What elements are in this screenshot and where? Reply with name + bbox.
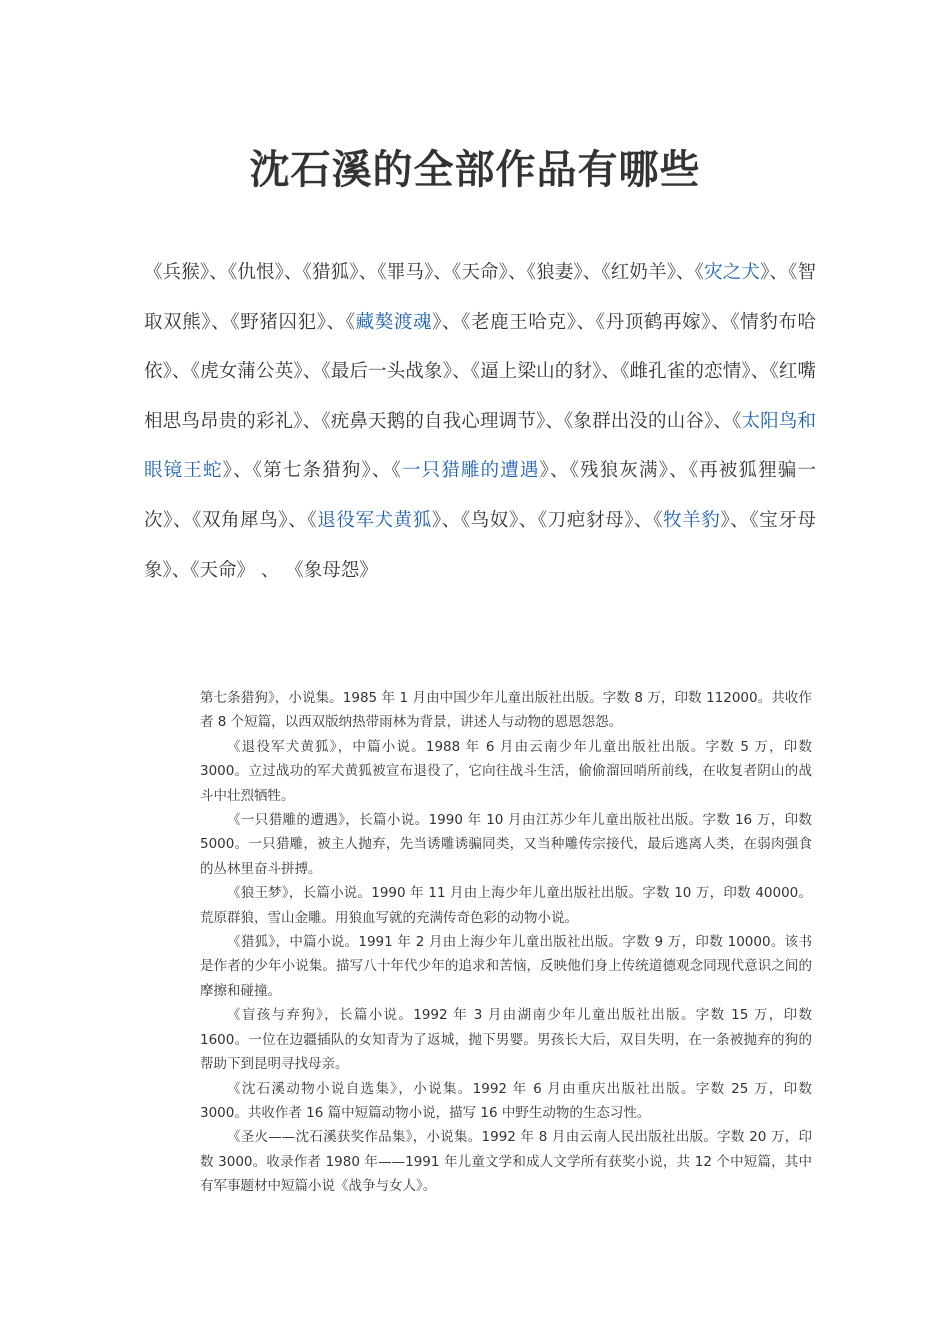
work-link[interactable]: 灾之犬 <box>704 262 761 283</box>
excerpt-paragraph: 《盲孩与弃狗》，长篇小说。1992 年 3 月由湖南少年儿童出版社出版。字数 15 万，印数 1600。一位在边疆插队的女知青为了返城，抛下男婴。男孩长大后，双目失明，在一条被抛弃的狗的帮助下到昆明寻找母亲。 <box>200 1007 812 1073</box>
scanned-excerpt <box>200 686 812 1199</box>
work-link[interactable]: 牧羊豹 <box>663 509 721 531</box>
excerpt-paragraph: 《退役军犬黄狐》，中篇小说。1988 年 6 月由云南少年儿童出版社出版。字数 5 万，印数 3000。立过战功的军犬黄狐被宣布退役了，它向往战斗生活，偷偷溜回哨所前线，在收复者阴山的战斗中壮烈牺牲。 <box>200 738 812 804</box>
works-text: 》、《鸟奴》、《刀疤豺母》、《 <box>431 509 664 531</box>
excerpt-paragraph: 《一只猎雕的遭遇》，长篇小说。1990 年 10 月由江苏少年儿童出版社出版。字数 16 万，印数 5000。一只猎雕，被主人抛弃，先当诱雕诱骗同类，又当种雕传宗接代，最后逃离人类，在弱肉强食的丛林里奋斗拼搏。 <box>200 812 812 877</box>
work-link[interactable]: 藏獒渡魂 <box>355 311 433 333</box>
works-text: 》、《残狼灰满》、《再被狐狸骗一次》、《双角犀鸟》、《 <box>144 460 816 531</box>
excerpt-paragraph: 《狼王梦》，长篇小说。1990 年 11 月由上海少年儿童出版社出版。字数 10 万，印数 40000。荒原群狼，雪山金雕。用狼血写就的充满传奇色彩的动物小说。 <box>200 885 812 926</box>
excerpt-paragraph: 《猎狐》，中篇小说。1991 年 2 月由上海少年儿童出版社出版。字数 9 万，印数 10000。该书是作者的少年小说集。描写八十年代少年的追求和苦恼，反映他们身上传统道德观念同现代意识之间的摩擦和碰撞。 <box>200 934 812 999</box>
works-text: 》、《宝牙母象》、《天命》 、 《象母怨》 <box>144 509 816 581</box>
work-link[interactable]: 太阳鸟和眼镜王蛇 <box>144 410 816 482</box>
works-list <box>144 248 816 595</box>
works-text: 》、《老鹿王哈克》、《丹顶鹤再嫁》、《情豹布哈依》、《虎女蒲公英》、《最后一头战象》、《逼上梁山的豺》、《雌孔雀的恋情》、《红嘴相思鸟昂贵的彩礼》、《疣鼻天鹅的自我心理调节》、《象群出没的山谷》、《 <box>144 311 816 432</box>
works-text: 》、《智取双熊》、《野猪囚犯》、《 <box>144 262 816 333</box>
excerpt-paragraph: 《沈石溪动物小说自选集》，小说集。1992 年 6 月由重庆出版社出版。字数 25 万，印数 3000。共收作者 16 篇中短篇动物小说，描写 16 中野生动物的生态习性。 <box>200 1080 812 1121</box>
page-title: 沈石溪的全部作品有哪些 <box>249 147 701 193</box>
works-text: 《兵猴》、《仇恨》、《猎狐》、《罪马》、《天命》、《狼妻》、《红奶羊》、《 <box>144 262 705 283</box>
works-text: 》、《第七条猎狗》、《 <box>222 460 402 482</box>
excerpt-paragraph: 第七条猎狗》，小说集。1985 年 1 月由中国少年儿童出版社出版。字数 8 万，印数 112000。共收作者 8 个短篇，以西双版纳热带雨林为背景，讲述人与动物的恩恩怨怨。 <box>200 690 812 731</box>
work-link[interactable]: 一只猎雕的遭遇 <box>401 460 540 482</box>
work-link[interactable]: 退役军犬黄狐 <box>317 509 432 531</box>
excerpt-paragraph: 《圣火——沈石溪获奖作品集》，小说集。1992 年 8 月由云南人民出版社出版。字数 20 万，印数 3000。收录作者 1980 年——1991 年儿童文学和成人文学所有获奖小说，共 12 个中短篇，其中有军事题材中短篇小说《战争与女人》。 <box>200 1129 812 1195</box>
